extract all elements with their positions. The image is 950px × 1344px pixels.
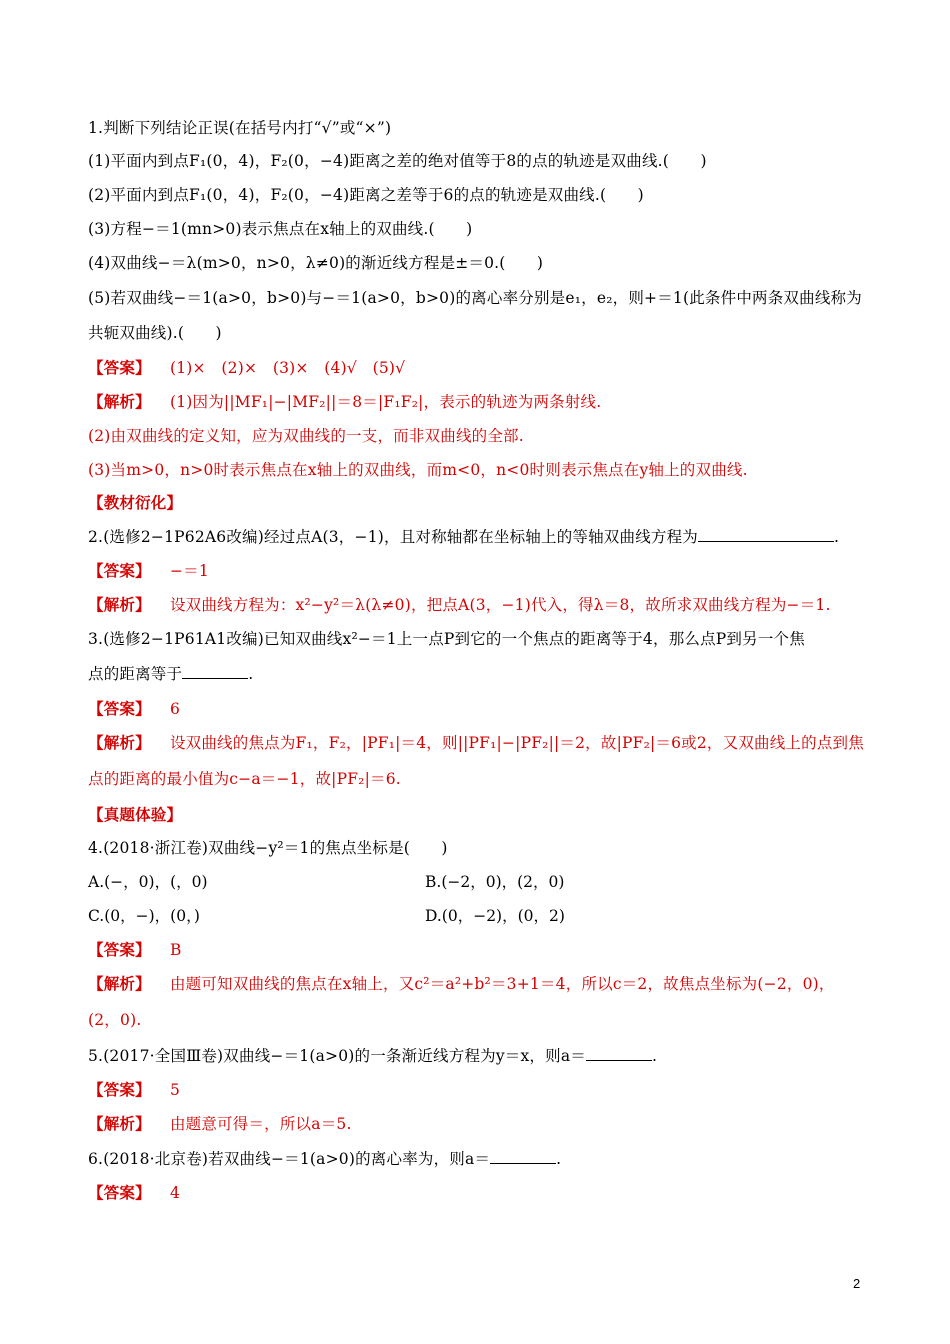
answer-tag: 【答案】 bbox=[88, 699, 151, 718]
answer-text: −＝1 bbox=[169, 562, 209, 580]
answer-tag: 【答案】 bbox=[88, 358, 151, 377]
q6-stem: 6.(2018·北京卷)若双曲线−＝1(a>0)的离心率为，则a＝ . bbox=[88, 1150, 562, 1168]
q4-stem: 4.(2018·浙江卷)双曲线−y²＝1的焦点坐标是( ) bbox=[88, 839, 448, 857]
q2-text: 2.(选修2−1P62A6改编)经过点A(3，−1)，且对称轴都在坐标轴上的等轴双曲线方程为 bbox=[88, 528, 699, 546]
answer-tag: 【答案】 bbox=[88, 1080, 151, 1099]
answer-text: (1)× (2)× (3)× (4)√ (5)√ bbox=[169, 359, 406, 377]
q5-analysis bbox=[88, 1114, 352, 1134]
analysis-tag: 【解析】 bbox=[88, 1114, 151, 1133]
q5-answer bbox=[88, 1080, 180, 1100]
q4-analysis bbox=[88, 974, 835, 994]
analysis-text: (1)因为||MF₁|−|MF₂||＝8＝|F₁F₂|，表示的轨迹为两条射线. bbox=[169, 393, 602, 411]
section-textbook: 【教材衍化】 bbox=[88, 493, 183, 512]
q3-stem-1: 3.(选修2−1P61A1改编)已知双曲线x²−＝1上一点P到它的一个焦点的距离等于4，那么点P到另一个焦 bbox=[88, 630, 805, 648]
analysis-text: 由题可知双曲线的焦点在x轴上，又c²＝a²+b²＝3+1＝4，所以c＝2，故焦点坐标为(−2，0)， bbox=[169, 975, 835, 993]
q4-analysis-2: (2，0). bbox=[88, 1011, 142, 1029]
q4-answer bbox=[88, 940, 182, 960]
q2-answer bbox=[88, 561, 209, 581]
answer-blank bbox=[182, 664, 248, 679]
answer-blank bbox=[698, 527, 834, 542]
q6-answer bbox=[88, 1183, 180, 1203]
q1-analysis-2: (2)由双曲线的定义知，应为双曲线的一支，而非双曲线的全部. bbox=[88, 427, 524, 445]
answer-text: 6 bbox=[169, 700, 181, 718]
q1-item-5-cont: 共轭双曲线).( ) bbox=[88, 324, 222, 342]
q1-item-2: (2)平面内到点F₁(0，4)，F₂(0，−4)距离之差等于6的点的轨迹是双曲线.( ) bbox=[88, 186, 644, 204]
section-exam: 【真题体验】 bbox=[88, 805, 183, 824]
q1-item-3: (3)方程−＝1(mn>0)表示焦点在x轴上的双曲线.( ) bbox=[88, 220, 473, 238]
analysis-text: 由题意可得＝，所以a＝5. bbox=[169, 1115, 352, 1133]
answer-tag: 【答案】 bbox=[88, 1183, 151, 1202]
answer-tag: 【答案】 bbox=[88, 940, 151, 959]
q3-stem-2: 点的距离等于 . bbox=[88, 665, 254, 683]
q1-item-4: (4)双曲线−＝λ(m>0，n>0，λ≠0)的渐近线方程是±＝0.( ) bbox=[88, 254, 544, 272]
q2-analysis bbox=[88, 595, 831, 615]
q4-option-a: A.(−，0)，(，0) bbox=[88, 873, 208, 891]
q1-analysis-3: (3)当m>0，n>0时表示焦点在x轴上的双曲线，而m<0，n<0时则表示焦点在y轴上的双曲线. bbox=[88, 461, 748, 479]
q1-item-1: (1)平面内到点F₁(0，4)，F₂(0，−4)距离之差的绝对值等于8的点的轨迹是双曲线.( ) bbox=[88, 152, 707, 170]
q3-analysis bbox=[88, 733, 864, 753]
q4-option-c: C.(0，−)，(0，) bbox=[88, 907, 200, 925]
answer-tag: 【答案】 bbox=[88, 561, 151, 580]
q1-item-5: (5)若双曲线−＝1(a>0，b>0)与−＝1(a>0，b>0)的离心率分别是e₁，e₂，则+＝1(此条件中两条双曲线称为 bbox=[88, 289, 862, 307]
page-number: 2 bbox=[853, 1276, 861, 1291]
q3-text: 点的距离等于 bbox=[88, 665, 183, 683]
answer-text: B bbox=[169, 941, 182, 959]
analysis-text: 设双曲线的焦点为F₁，F₂，|PF₁|＝4，则||PF₁|−|PF₂||＝2，故|PF₂|＝6或2，又双曲线上的点到焦 bbox=[169, 734, 864, 752]
q1-stem: 1.判断下列结论正误(在括号内打“√”或“×”) bbox=[88, 119, 392, 137]
q2-stem: 2.(选修2−1P62A6改编)经过点A(3，−1)，且对称轴都在坐标轴上的等轴双曲线方程为 . bbox=[88, 528, 840, 546]
q1-answer bbox=[88, 358, 405, 378]
q4-option-d: D.(0，−2)，(0，2) bbox=[425, 907, 565, 925]
q6-text: 6.(2018·北京卷)若双曲线−＝1(a>0)的离心率为，则a＝ bbox=[88, 1150, 491, 1168]
q3-analysis-2: 点的距离的最小值为c−a＝−1，故|PF₂|＝6. bbox=[88, 770, 401, 788]
analysis-tag: 【解析】 bbox=[88, 974, 151, 993]
q4-option-b: B.(−2，0)，(2，0) bbox=[425, 873, 565, 891]
q3-answer bbox=[88, 699, 180, 719]
analysis-text: 设双曲线方程为：x²−y²＝λ(λ≠0)，把点A(3，−1)代入，得λ＝8，故所求双曲线方程为−＝1. bbox=[169, 596, 831, 614]
analysis-tag: 【解析】 bbox=[88, 392, 151, 411]
answer-blank bbox=[586, 1046, 652, 1061]
q5-stem: 5.(2017·全国Ⅲ卷)双曲线−＝1(a>0)的一条渐近线方程为y＝x，则a＝ . bbox=[88, 1047, 658, 1065]
q1-analysis bbox=[88, 392, 601, 412]
q5-text: 5.(2017·全国Ⅲ卷)双曲线−＝1(a>0)的一条渐近线方程为y＝x，则a＝ bbox=[88, 1047, 586, 1065]
answer-text: 4 bbox=[169, 1184, 181, 1202]
analysis-tag: 【解析】 bbox=[88, 733, 151, 752]
answer-blank bbox=[490, 1149, 556, 1164]
answer-text: 5 bbox=[169, 1081, 181, 1099]
analysis-tag: 【解析】 bbox=[88, 595, 151, 614]
